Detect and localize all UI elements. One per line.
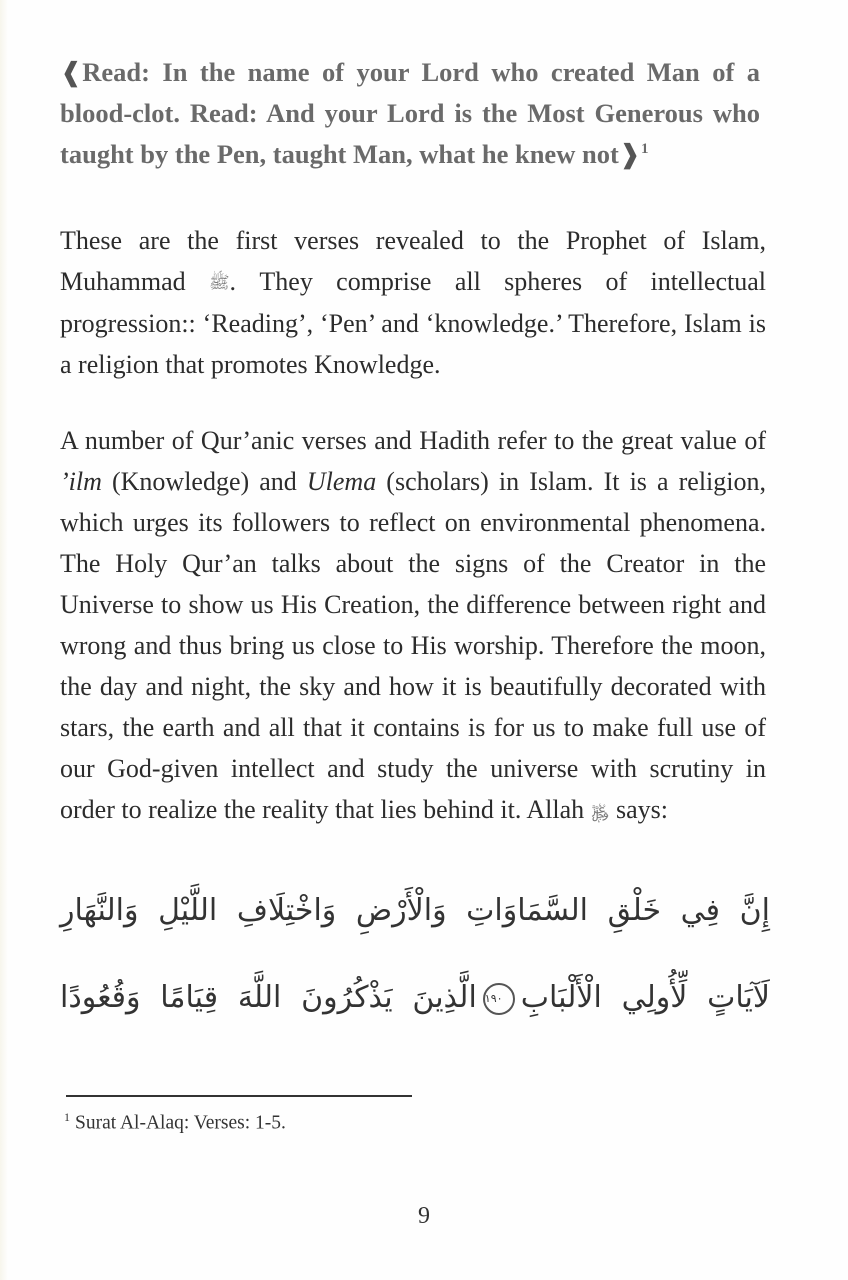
arabic-verse-line-1: إِنَّ فِي خَلْقِ السَّمَاوَاتِ وَالْأَرْضِ وَاخْتِلَافِ اللَّيْلِ وَالنَّهَارِ xyxy=(60,893,770,928)
paragraph-text: (Knowledge) and xyxy=(101,467,307,496)
term-ilm: ’ilm xyxy=(60,467,102,496)
paragraph-text: These are the first verses revealed to the Prophet of Islam, Muhammad xyxy=(60,226,766,296)
quote-text: Read: In the name of your Lord who created Man of a blood-clot. Read: And your Lord is the Most Generous who taught by the Pen, taught Man, what he knew not xyxy=(60,57,760,169)
footnote-marker: 1 xyxy=(64,1110,70,1124)
page-number: 9 xyxy=(418,1203,430,1229)
footnote-reference[interactable]: 1 xyxy=(640,141,649,158)
term-ulema: Ulema xyxy=(306,467,377,496)
ornate-open-bracket: ❰ xyxy=(60,57,83,87)
arabic-verse-segment: لَآيَاتٍ لِّأُولِي الْأَلْبَابِ xyxy=(520,980,770,1015)
page-edge-shadow xyxy=(0,0,8,1280)
salawat-honorific-icon: ﷺ xyxy=(209,273,230,292)
ornate-close-bracket: ❱ xyxy=(618,139,641,169)
footnote-divider xyxy=(66,1095,412,1097)
paragraph-text: . They comprise all spheres of intellectual progression:: ‘Reading’, ‘Pen’ and ‘knowledge.’ Therefore, Islam is a religion that promotes Knowledge. xyxy=(60,267,766,379)
footnote-text: Surat Al-Alaq: Verses: 1-5. xyxy=(75,1112,286,1134)
paragraph-text: A number of Qur’anic verses and Hadith refer to the great value of xyxy=(60,426,766,455)
paragraph-text: says: xyxy=(609,795,668,824)
ayah-number-marker-icon: ١٩٠ xyxy=(483,983,515,1015)
quran-quote-block xyxy=(60,52,760,175)
paragraph-text: (scholars) in Islam. It is a religion, which urges its followers to reflect on environmental phenomena. The Holy Qur’an talks about the signs of the Creator in the Universe to show us His Creation, the difference between right and wrong and thus bring us close to His worship. Therefore the moon, the day and night, the sky and how it is beautifully decorated with stars, the earth and all that it contains is for us to make full use of our God-given intellect and study the universe with scrutiny in order to realize the reality that lies behind it. Allah xyxy=(60,467,766,824)
arabic-verse-segment: الَّذِينَ يَذْكُرُونَ اللَّهَ قِيَامًا وَقُعُودًا xyxy=(60,980,477,1015)
paragraph-first-verses xyxy=(60,220,766,385)
paragraph-knowledge-value xyxy=(60,420,766,831)
arabic-verse-line-2 xyxy=(60,980,770,1015)
footnote xyxy=(64,1110,286,1135)
allah-honorific-icon: ﷿ xyxy=(590,801,610,820)
